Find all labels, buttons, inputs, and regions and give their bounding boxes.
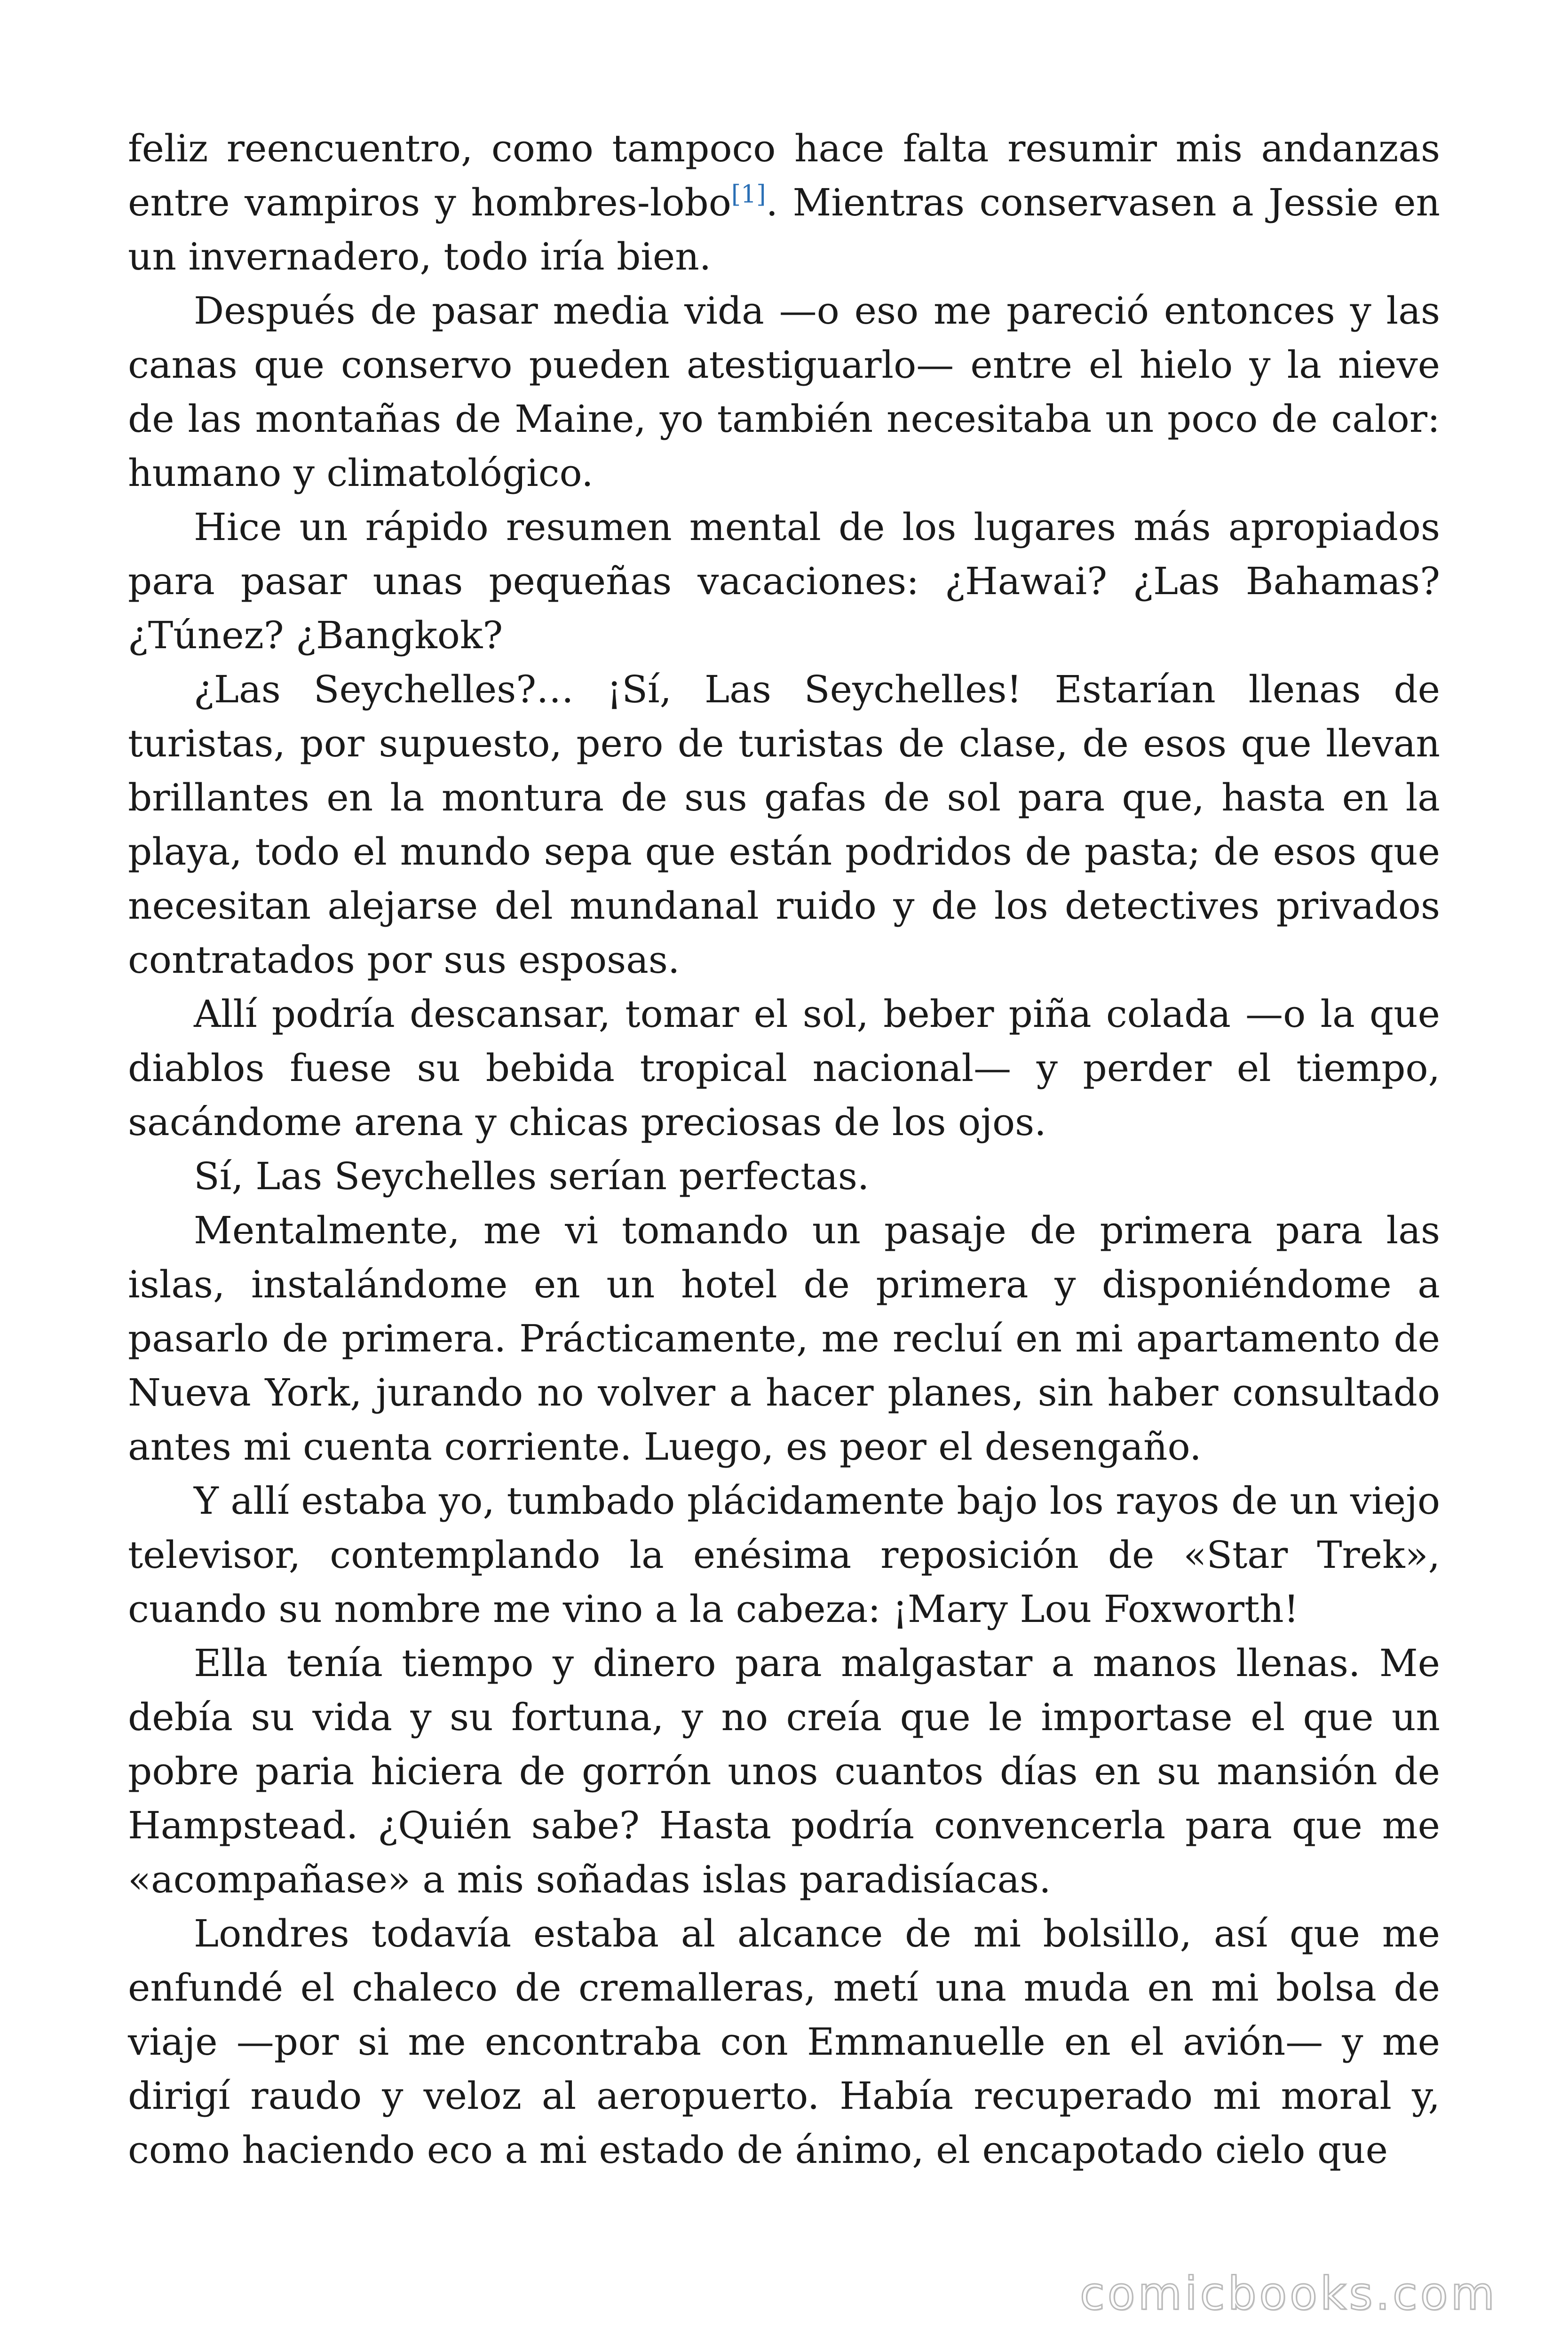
paragraph-2: Después de pasar media vida —o eso me pareció entonces y las canas que conservo pueden atestiguarlo— entre el hielo y la nieve de las montañas de Maine, yo también necesitaba un poco de calor: humano y climatológico. [128,289,1440,495]
paragraph-4: ¿Las Seychelles?… ¡Sí, Las Seychelles! Estarían llenas de turistas, por supuesto, pero de turistas de clase, de esos que llevan brillantes en la montura de sus gafas de sol para que, hasta en la playa, todo el mundo sepa que están podridos de pasta; de esos que necesitan alejarse del mundanal ruido y de los detectives privados contratados por sus esposas. [128,667,1440,982]
paragraph-1-text-after-ref: . Mientras conservasen a Jessie en un invernadero, todo iría bien. [128,181,1440,278]
paragraph-5: Allí podría descansar, tomar el sol, beber piña colada —o la que diablos fuese su bebida tropical nacional— y perder el tiempo, sacándome arena y chicas preciosas de los ojos. [128,992,1440,1144]
paragraph-7: Mentalmente, me vi tomando un pasaje de primera para las islas, instalándome en un hotel de primera y disponiéndome a pasarlo de primera. Prácticamente, me recluí en mi apartamento de Nueva York, jurando no volver a hacer planes, sin haber consultado antes mi cuenta corriente. Luego, es peor el desengaño. [128,1208,1440,1469]
paragraph-1 [128,121,1440,284]
watermark: comicbooks.com [1079,2267,1497,2320]
paragraph-1-text-before-ref: feliz reencuentro, como tampoco hace falta resumir mis andanzas entre vampiros y hombres-lobo [128,127,1440,224]
paragraph-9: Ella tenía tiempo y dinero para malgastar a manos llenas. Me debía su vida y su fortuna, y no creía que le importase el que un pobre paria hiciera de gorrón unos cuantos días en su mansión de Hampstead. ¿Quién sabe? Hasta podría convencerla para que me «acompañase» a mis soñadas islas paradisíacas. [128,1641,1440,1901]
paragraph-6: Sí, Las Seychelles serían perfectas. [194,1154,870,1198]
body-text [128,121,1440,2177]
paragraph-3: Hice un rápido resumen mental de los lugares más apropiados para pasar unas pequeñas vacaciones: ¿Hawai? ¿Las Bahamas? ¿Túnez? ¿Bangkok? [128,505,1440,657]
paragraph-10: Londres todavía estaba al alcance de mi bolsillo, así que me enfundé el chaleco de cremalleras, metí una muda en mi bolsa de viaje —por si me encontraba con Emmanuelle en el avión— y me dirigí raudo y veloz al aeropuerto. Había recuperado mi moral y, como haciendo eco a mi estado de ánimo, el encapotado cielo que [128,1912,1440,2172]
footnote-link-1[interactable]: [1] [731,180,766,209]
paragraph-8: Y allí estaba yo, tumbado plácidamente bajo los rayos de un viejo televisor, contemplando la enésima reposición de «Star Trek», cuando su nombre me vino a la cabeza: ¡Mary Lou Foxworth! [128,1479,1440,1631]
